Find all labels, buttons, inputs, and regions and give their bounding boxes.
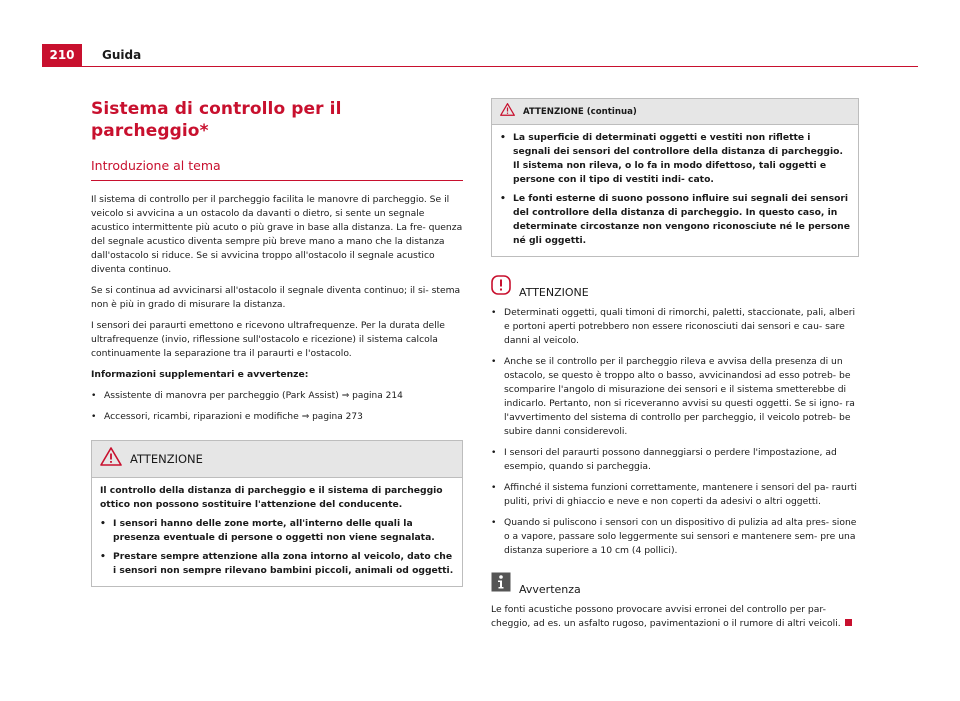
warning-list-item (500, 131, 850, 187)
info-list-item (91, 389, 463, 403)
caution-list-item (491, 516, 859, 558)
intro-paragraph: I sensori dei paraurti emettono e ricevono ultrafrequenze. Per la durata delle ultrafrequenze (invio, riflessione sull'ostacolo e ricezione) il sistema calcola continuamente la separazione tra il paraurti e l'ostacolo. (91, 320, 445, 359)
warning-title: ATTENZIONE (130, 452, 203, 466)
caution-exclamation-icon (491, 275, 511, 300)
header-rule (42, 66, 918, 67)
caution-item-text: I sensori del paraurti possono danneggiarsi o perdere l'impostazione, ad esempio, quando si parcheggia. (504, 447, 837, 472)
bullet-icon: • (500, 132, 506, 143)
caution-list-item (491, 306, 859, 348)
caution-list-item (491, 355, 859, 439)
caution-title: ATTENZIONE (519, 286, 589, 299)
caution-heading (491, 275, 859, 300)
caution-item-text: Quando si puliscono i sensori con un dispositivo di pulizia ad alta pres- sione o a vapore, passare solo leggermente sui sensori e mantenere sem- pre una distanza superiore a 10 cm (4 pollici). (504, 517, 857, 556)
bullet-icon: • (100, 551, 106, 562)
page-number: 210 (42, 44, 82, 66)
warning-box (91, 440, 463, 587)
info-list-item (91, 410, 463, 424)
page-reference-link[interactable]: ⇒ pagina 273 (301, 412, 363, 422)
bullet-icon: • (491, 307, 497, 318)
caution-list-item (491, 446, 859, 474)
page-title: Sistema di controllo per il parcheggio* (91, 99, 342, 141)
warning-list-item (500, 192, 850, 248)
bullet-icon: • (91, 411, 97, 422)
bullet-icon: • (491, 447, 497, 458)
bullet-icon: • (491, 482, 497, 493)
caution-item-text: Affinché il sistema funzioni correttamente, mantenere i sensori del pa- raurti puliti, privi di ghiaccio e neve e non coperti da adesivi o altri oggetti. (504, 482, 857, 507)
page-reference-link[interactable]: ⇒ pagina 214 (341, 391, 403, 401)
left-column (91, 98, 463, 587)
caution-item-text: Anche se il controllo per il parcheggio rileva e avvisa della presenza di un ostacolo, se questo è troppo alto o basso, avvicinandosi ad esso potreb- be scomparire l'angolo di misurazione dei sensori e il sistema smetterebbe di indicarlo. Pertanto, non si riceveranno avvisi su questi oggetti. Se si igno- ra l'avvertimento del sistema di controllo per parcheggio, il veicolo potreb- be subire danni considerevoli. (504, 356, 855, 437)
warning-box-body (92, 478, 462, 586)
intro-paragraph: Il sistema di controllo per il parcheggio facilita le manovre di parcheggio. Se il veicolo si avvicina a un ostacolo da davanti o dietro, si sente un segnale acustico intermittente più acuto o più grave in base alla distanza. La fre- quenza del segnale acustico diventa sempre più breve mano a mano che la distanza dall'ostacolo si riduce. Se si avvicina troppo all'ostacolo il segnale acustico diventa continuo. (91, 194, 463, 275)
warning-list-item (100, 517, 454, 545)
note-info-icon (491, 572, 511, 597)
warning-item-text: Le fonti esterne di suono possono influire sui segnali dei sensori del controllore della distanza di parcheggio. In questo caso, in determinate circostanze non vengono riconosciute né le persone né gli oggetti. (513, 193, 850, 246)
info-item-text: Accessori, ricambi, riparazioni e modifiche (104, 411, 299, 422)
warning-continued-title: ATTENZIONE (continua) (523, 107, 637, 117)
warning-list-item (100, 550, 454, 578)
info-heading: Informazioni supplementari e avvertenze: (91, 369, 309, 380)
end-of-section-icon (845, 619, 852, 626)
note-text (491, 603, 859, 631)
warning-triangle-icon (100, 447, 122, 471)
warning-item-text: Prestare sempre attenzione alla zona intorno al veicolo, dato che i sensori non sempre rilevano bambini piccoli, animali od oggetti. (113, 551, 454, 576)
right-column (491, 98, 859, 638)
note-heading (491, 572, 859, 597)
caution-list-item (491, 481, 859, 509)
bullet-icon: • (91, 390, 97, 401)
bullet-icon: • (500, 193, 506, 204)
info-item-text: Assistente di manovra per parcheggio (Park Assist) (104, 390, 339, 401)
warning-continued-box (491, 98, 859, 257)
bullet-icon: • (100, 518, 106, 529)
note-title: Avvertenza (519, 583, 581, 596)
warning-item-text: I sensori hanno delle zone morte, all'interno delle quali la presenza eventuale di persone o oggetti non viene segnalata. (113, 518, 435, 543)
bullet-icon: • (491, 356, 497, 367)
warning-item-text: La superficie di determinati oggetti e vestiti non riflette i segnali dei sensori del controllore della distanza di parcheggio. Il sistema non rileva, o lo fa in modo difettoso, tali oggetti e persone con il tipo di vestiti indi- cato. (513, 132, 843, 185)
warning-intro: Il controllo della distanza di parcheggio e il sistema di parcheggio ottico non possono sostituire l'attenzione del conducente. (100, 485, 443, 510)
warning-continued-header (492, 99, 858, 125)
caution-item-text: Determinati oggetti, quali timoni di rimorchi, paletti, staccionate, pali, alberi e portoni aperti potrebbero non essere riconosciuti dai sensori e cau- sare danni al veicolo. (504, 307, 856, 346)
warning-triangle-icon (500, 103, 515, 121)
section-subtitle: Introduzione al tema (91, 158, 221, 173)
intro-paragraph: Se si continua ad avvicinarsi all'ostacolo il segnale diventa continuo; il si- stema non è più in grado di misurare la distanza. (91, 285, 461, 310)
warning-continued-body (492, 125, 858, 256)
warning-box-header (92, 441, 462, 478)
note-text-content: Le fonti acustiche possono provocare avvisi erronei del controllo per par- cheggio, ad es. un asfalto rugoso, pavimentazioni o il rumore di altri veicoli. (491, 604, 841, 629)
section-title: Guida (102, 48, 142, 62)
subtitle-rule (91, 180, 463, 181)
bullet-icon: • (491, 517, 497, 528)
